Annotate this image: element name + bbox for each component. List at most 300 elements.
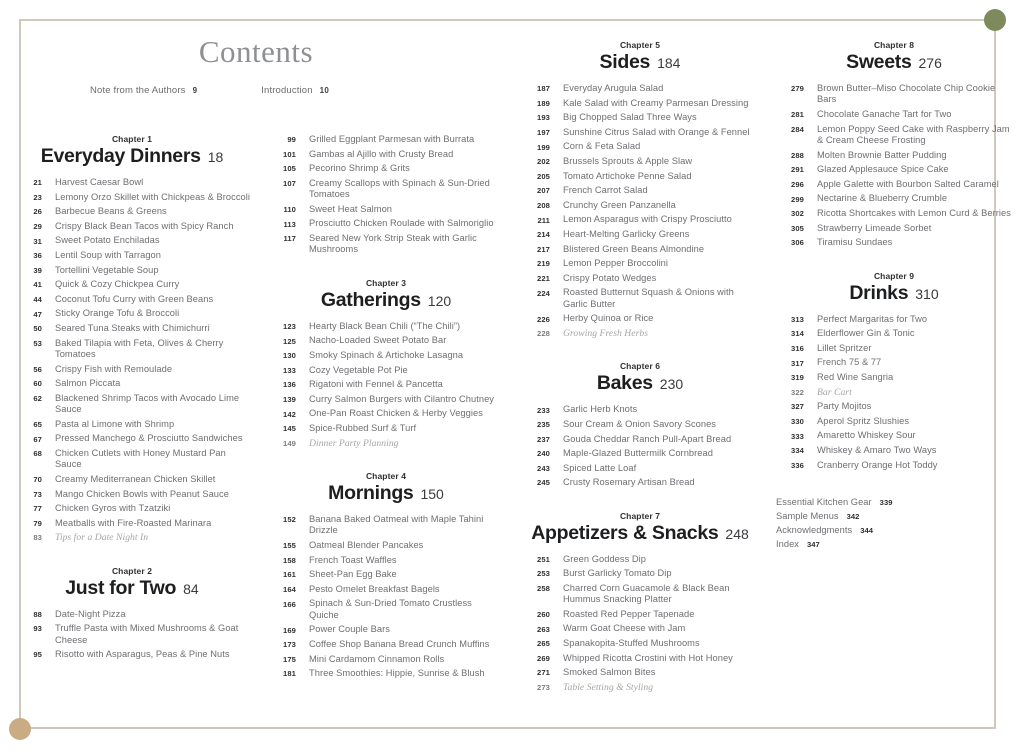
recipe-entry[interactable] [776, 179, 1012, 190]
recipe-entry[interactable] [522, 214, 758, 225]
recipe-entry[interactable] [776, 314, 1012, 325]
entry-page-number: 79 [33, 518, 42, 528]
entry-title: Brown Butter–Miso Chocolate Chip Cookie Bars [817, 83, 996, 105]
entry-title: Coconut Tofu Curry with Green Beans [55, 293, 214, 304]
recipe-entry[interactable] [522, 448, 758, 459]
entry-page-number: 271 [537, 668, 550, 678]
entry-page-number: 193 [537, 113, 550, 123]
entry-title: Apple Galette with Bourbon Salted Caramel [817, 178, 999, 189]
chapter-page-number: 84 [183, 580, 199, 597]
entry-title: Chocolate Ganache Tart for Two [817, 109, 952, 119]
entry-title: Spanakopita-Stuffed Mushrooms [563, 638, 700, 649]
entry-title: Mango Chicken Bowls with Peanut Sauce [55, 488, 229, 499]
entry-page-number: 164 [283, 584, 296, 594]
recipe-entry[interactable] [268, 134, 504, 145]
front-matter-label: Introduction [261, 85, 313, 96]
recipe-entry[interactable] [14, 279, 250, 290]
feature-entry[interactable] [14, 532, 250, 543]
entry-page-number: 205 [537, 171, 550, 181]
recipe-entry[interactable] [776, 83, 1012, 106]
entry-page-number: 152 [283, 515, 296, 525]
entry-page-number: 251 [537, 554, 550, 564]
entry-page-number: 265 [537, 639, 550, 649]
chapter-heading[interactable] [268, 278, 504, 312]
entry-page-number: 219 [537, 259, 550, 269]
entry-page-number: 142 [283, 409, 296, 419]
feature-entry[interactable] [522, 328, 758, 339]
entry-title: Coffee Shop Banana Bread Crunch Muffins [309, 638, 490, 649]
recipe-entry[interactable] [14, 503, 250, 514]
entry-title: Dinner Party Planning [309, 437, 399, 449]
entry-page-number: 149 [283, 438, 296, 448]
entry-page-number: 316 [791, 343, 804, 353]
entry-title: Curry Salmon Burgers with Cilantro Chutney [309, 393, 495, 404]
entry-title: Elderflower Gin & Tonic [817, 328, 915, 339]
recipe-entry[interactable] [776, 150, 1012, 161]
entry-page-number: 336 [791, 460, 804, 470]
entry-page-number: 139 [283, 394, 296, 404]
entry-page-number: 21 [33, 178, 42, 188]
entry-title: Roasted Red Pepper Tapenade [563, 608, 695, 619]
back-matter-item[interactable] [776, 511, 1012, 521]
chapter-number-label: Chapter 4 [365, 470, 407, 481]
entry-title: Harvest Caesar Bowl [55, 177, 144, 187]
recipe-entry[interactable] [522, 83, 758, 94]
entry-title: Whiskey & Amaro Two Ways [817, 444, 937, 455]
entry-page-number: 53 [33, 338, 42, 348]
entry-page-number: 47 [33, 309, 42, 319]
entry-page-number: 65 [33, 419, 42, 429]
entry-title: Ricotta Shortcakes with Lemon Curd & Berries [817, 207, 1011, 218]
chapter-title-line [522, 372, 758, 395]
entry-page-number: 319 [791, 373, 804, 383]
recipe-entry[interactable] [14, 235, 250, 246]
entry-title: Prosciutto Chicken Roulade with Salmoriglio [309, 218, 494, 229]
chapter-block [268, 134, 504, 256]
entry-title: Garlic Herb Knots [563, 404, 638, 415]
recipe-entry[interactable] [522, 419, 758, 430]
entry-title: Kale Salad with Creamy Parmesan Dressing [563, 97, 749, 108]
entry-title: Red Wine Sangria [817, 371, 894, 382]
recipe-entry[interactable] [268, 639, 504, 650]
chapter-heading[interactable] [268, 471, 504, 505]
entry-page-number: 107 [283, 178, 296, 188]
recipe-entry[interactable] [268, 598, 504, 621]
chapter-page-number: 276 [918, 55, 942, 71]
recipe-entry[interactable] [776, 372, 1012, 383]
chapter-block [14, 134, 250, 544]
recipe-entry[interactable] [268, 584, 504, 595]
entry-title: Growing Fresh Herbs [563, 327, 648, 339]
entry-page-number: 291 [791, 165, 804, 175]
recipe-entry[interactable] [522, 583, 758, 606]
feature-entry[interactable] [268, 438, 504, 449]
entry-title: Lemony Orzo Skillet with Chickpeas & Broccoli [55, 191, 250, 202]
entry-title: Smoky Spinach & Artichoke Lasagna [309, 349, 464, 360]
recipe-entry[interactable] [268, 423, 504, 434]
entry-page-number: 187 [537, 84, 550, 94]
entry-title: Smoked Salmon Bites [563, 667, 656, 678]
recipe-entry[interactable] [268, 163, 504, 174]
recipe-entry[interactable] [522, 609, 758, 620]
entry-page-number: 110 [283, 204, 296, 214]
recipe-entry[interactable] [776, 343, 1012, 354]
recipe-entry[interactable] [522, 98, 758, 109]
entry-page-number: 288 [791, 150, 804, 160]
recipe-entry[interactable] [522, 127, 758, 138]
entry-title: Lillet Spritzer [817, 342, 872, 353]
recipe-entry[interactable] [522, 554, 758, 565]
chapter-page-number: 184 [657, 55, 681, 71]
recipe-entry[interactable] [522, 667, 758, 678]
recipe-entry[interactable] [14, 364, 250, 375]
recipe-entry[interactable] [522, 623, 758, 634]
entry-title: Corn & Feta Salad [563, 141, 641, 152]
entry-title: French Carrot Salad [563, 185, 648, 196]
entry-page-number: 166 [283, 599, 296, 609]
back-matter-label: Index [776, 538, 799, 549]
entry-title: Banana Baked Oatmeal with Maple Tahini Drizzle [309, 513, 484, 536]
chapter-heading[interactable] [522, 511, 758, 545]
recipe-entry[interactable] [14, 265, 250, 276]
recipe-entry[interactable] [14, 474, 250, 485]
recipe-entry[interactable] [522, 287, 758, 310]
entry-page-number: 145 [283, 424, 296, 434]
entry-page-number: 99 [287, 135, 296, 145]
chapter-title-line [268, 289, 504, 312]
entry-title: Pesto Omelet Breakfast Bagels [309, 583, 440, 594]
entry-title: Crispy Fish with Remoulade [55, 363, 173, 374]
chapter-heading[interactable] [776, 40, 1012, 74]
entry-page-number: 235 [537, 420, 550, 430]
entry-page-number: 296 [791, 179, 804, 189]
entry-title: Creamy Scallops with Spinach & Sun-Dried Tomatoes [309, 177, 490, 200]
chapter-block [522, 511, 758, 694]
recipe-entry[interactable] [268, 379, 504, 390]
chapter-number-label: Chapter 6 [619, 361, 661, 372]
chapter-heading[interactable] [522, 361, 758, 395]
recipe-entry[interactable] [14, 433, 250, 444]
recipe-entry[interactable] [776, 124, 1012, 147]
recipe-entry[interactable] [14, 649, 250, 660]
recipe-entry[interactable] [522, 404, 758, 415]
recipe-entry[interactable] [776, 164, 1012, 175]
recipe-entry[interactable] [268, 569, 504, 580]
recipe-entry[interactable] [14, 518, 250, 529]
entry-title: Tomato Artichoke Penne Salad [563, 170, 692, 181]
chapter-page-number: 150 [420, 485, 444, 502]
recipe-entry[interactable] [776, 401, 1012, 412]
recipe-entry[interactable] [522, 229, 758, 240]
recipe-entry[interactable] [268, 335, 504, 346]
entry-title: Herby Quinoa or Rice [563, 313, 654, 324]
recipe-entry[interactable] [522, 638, 758, 649]
recipe-entry[interactable] [522, 477, 758, 488]
recipe-entry[interactable] [268, 321, 504, 332]
entry-title: Blackened Shrimp Tacos with Avocado Lime Sauce [55, 392, 240, 415]
chapter-page-number: 120 [427, 292, 452, 309]
entry-title: Seared Tuna Steaks with Chimichurri [55, 322, 210, 333]
recipe-entry[interactable] [776, 223, 1012, 234]
recipe-entry[interactable] [522, 313, 758, 324]
chapter-block [14, 566, 250, 661]
chapter-title: Everyday Dinners [40, 145, 201, 167]
entry-page-number: 23 [33, 192, 42, 202]
recipe-entry[interactable] [14, 308, 250, 319]
chapter-heading[interactable] [776, 271, 1012, 305]
back-matter-item[interactable] [776, 525, 1012, 535]
recipe-entry[interactable] [776, 416, 1012, 427]
entry-title: Nacho-Loaded Sweet Potato Bar [309, 335, 447, 346]
back-matter-item[interactable] [776, 497, 1012, 507]
entry-page-number: 130 [283, 351, 296, 361]
recipe-entry[interactable] [522, 156, 758, 167]
entry-title: Pecorino Shrimp & Grits [309, 163, 410, 174]
entry-title: Warm Goat Cheese with Jam [563, 623, 686, 634]
recipe-entry[interactable] [268, 624, 504, 635]
recipe-entry[interactable] [522, 185, 758, 196]
entry-title: Whipped Ricotta Crostini with Hot Honey [563, 652, 733, 663]
recipe-entry[interactable] [14, 338, 250, 361]
entry-page-number: 175 [283, 654, 296, 664]
recipe-entry[interactable] [268, 408, 504, 419]
entry-title: Strawberry Limeade Sorbet [817, 222, 932, 233]
entry-page-number: 305 [791, 223, 804, 233]
entry-page-number: 50 [33, 324, 42, 334]
entry-page-number: 199 [537, 142, 550, 152]
entry-page-number: 68 [33, 449, 42, 459]
recipe-entry[interactable] [522, 434, 758, 445]
entry-title: Hearty Black Bean Chili (“The Chili”) [309, 320, 461, 331]
recipe-entry[interactable] [522, 112, 758, 123]
recipe-entry[interactable] [268, 350, 504, 361]
entry-title: Sheet-Pan Egg Bake [309, 569, 397, 580]
entry-page-number: 317 [791, 358, 804, 368]
entry-page-number: 29 [33, 221, 42, 231]
entry-title: Meatballs with Fire-Roasted Marinara [55, 517, 212, 528]
entry-title: Lemon Pepper Broccolini [563, 258, 669, 269]
recipe-entry[interactable] [522, 653, 758, 664]
entry-page-number: 77 [33, 504, 42, 514]
entry-page-number: 31 [33, 236, 42, 246]
entry-page-number: 228 [537, 329, 550, 339]
recipe-entry[interactable] [522, 141, 758, 152]
back-matter-label: Acknowledgments [776, 524, 853, 535]
recipe-entry[interactable] [776, 445, 1012, 456]
recipe-entry[interactable] [14, 206, 250, 217]
recipe-entry[interactable] [268, 149, 504, 160]
chapter-title: Mornings [328, 481, 414, 504]
entry-page-number: 155 [283, 541, 296, 551]
entry-title: Crispy Potato Wedges [563, 272, 657, 283]
entry-page-number: 67 [33, 434, 42, 444]
back-matter-page-number: 347 [807, 539, 820, 549]
recipe-entry[interactable] [14, 623, 250, 646]
entry-page-number: 113 [283, 219, 296, 229]
recipe-entry[interactable] [268, 654, 504, 665]
recipe-entry[interactable] [14, 393, 250, 416]
entry-page-number: 125 [283, 336, 296, 346]
entry-title: Rigatoni with Fennel & Pancetta [309, 379, 443, 390]
back-matter-page-number: 342 [846, 511, 860, 521]
entry-title: Lentil Soup with Tarragon [55, 249, 161, 260]
entry-page-number: 233 [537, 405, 550, 415]
recipe-entry[interactable] [522, 258, 758, 269]
entry-page-number: 133 [283, 365, 296, 375]
entry-title: Chicken Cutlets with Honey Mustard Pan Sauce [55, 447, 226, 470]
recipe-entry[interactable] [776, 460, 1012, 471]
chapter-block [268, 278, 504, 449]
entry-title: Cozy Vegetable Pot Pie [309, 364, 408, 375]
chapter-title-line [522, 51, 758, 74]
chapter-title-line [14, 577, 250, 600]
chapter-heading[interactable] [14, 566, 250, 600]
recipe-entry[interactable] [522, 200, 758, 211]
entry-page-number: 70 [33, 475, 42, 485]
entry-page-number: 39 [33, 265, 42, 275]
entry-page-number: 117 [283, 234, 296, 244]
entry-title: Date-Night Pizza [55, 608, 126, 619]
entry-page-number: 306 [791, 238, 804, 248]
entry-page-number: 60 [33, 379, 42, 389]
recipe-entry[interactable] [268, 668, 504, 679]
entry-page-number: 302 [791, 209, 804, 219]
entry-page-number: 217 [537, 244, 550, 254]
recipe-entry[interactable] [522, 463, 758, 474]
recipe-entry[interactable] [268, 365, 504, 376]
recipe-entry[interactable] [14, 448, 250, 471]
entry-title: Crunchy Green Panzanella [563, 199, 676, 210]
recipe-entry[interactable] [14, 250, 250, 261]
entry-page-number: 260 [537, 610, 550, 620]
entry-title: French Toast Waffles [309, 554, 397, 565]
entry-title: Aperol Spritz Slushies [817, 415, 910, 426]
entry-title: Blistered Green Beans Almondine [563, 243, 705, 254]
entry-title: Burst Garlicky Tomato Dip [563, 568, 672, 579]
back-matter-item[interactable] [776, 539, 1012, 549]
recipe-entry[interactable] [522, 171, 758, 182]
entry-page-number: 221 [537, 273, 550, 283]
recipe-entry[interactable] [522, 244, 758, 255]
entry-page-number: 269 [537, 653, 550, 663]
entry-page-number: 73 [33, 489, 42, 499]
recipe-entry[interactable] [14, 221, 250, 232]
entry-title: Chicken Gyros with Tzatziki [55, 503, 171, 514]
feature-entry[interactable] [522, 682, 758, 693]
entry-title: Barbecue Beans & Greens [55, 206, 167, 217]
recipe-entry[interactable] [268, 394, 504, 405]
recipe-entry[interactable] [14, 294, 250, 305]
recipe-entry[interactable] [14, 177, 250, 188]
recipe-entry[interactable] [14, 419, 250, 430]
recipe-entry[interactable] [14, 323, 250, 334]
chapter-title: Appetizers & Snacks [531, 521, 719, 544]
entry-page-number: 88 [33, 609, 42, 619]
entry-title: Molten Brownie Batter Pudding [817, 149, 947, 160]
entry-title: One-Pan Roast Chicken & Herby Veggies [309, 408, 483, 419]
entry-page-number: 95 [33, 650, 42, 660]
entry-title: Lemon Asparagus with Crispy Prosciutto [563, 214, 732, 225]
entry-page-number: 173 [283, 640, 296, 650]
entry-page-number: 208 [537, 200, 550, 210]
entry-title: Pasta al Limone with Shrimp [55, 418, 175, 429]
chapter-title: Just for Two [65, 576, 177, 599]
entry-title: Sweet Potato Enchiladas [55, 235, 160, 246]
entry-page-number: 314 [791, 329, 804, 339]
recipe-entry[interactable] [268, 178, 504, 201]
entry-page-number: 224 [537, 288, 550, 298]
recipe-entry[interactable] [776, 193, 1012, 204]
recipe-entry[interactable] [522, 273, 758, 284]
recipe-entry[interactable] [268, 540, 504, 551]
recipe-entry[interactable] [776, 430, 1012, 441]
entry-page-number: 56 [33, 364, 42, 374]
contents-column-3 [522, 0, 758, 696]
entry-page-number: 44 [33, 294, 42, 304]
recipe-entry[interactable] [776, 208, 1012, 219]
recipe-entry[interactable] [268, 204, 504, 215]
entry-page-number: 197 [537, 127, 550, 137]
chapter-title: Bakes [596, 372, 653, 395]
recipe-entry[interactable] [776, 328, 1012, 339]
chapter-heading[interactable] [14, 134, 250, 168]
entry-page-number: 273 [537, 683, 550, 693]
recipe-entry[interactable] [776, 357, 1012, 368]
recipe-entry[interactable] [14, 609, 250, 620]
entry-page-number: 26 [33, 207, 42, 217]
chapter-block [776, 271, 1012, 471]
entry-page-number: 202 [537, 157, 550, 167]
entry-page-number: 327 [791, 402, 804, 412]
front-matter-page-number: 9 [192, 86, 198, 95]
chapter-title-line [14, 145, 250, 168]
entry-title: Truffle Pasta with Mixed Mushrooms & Goat Cheese [55, 623, 239, 645]
recipe-entry[interactable] [14, 378, 250, 389]
chapter-heading[interactable] [522, 40, 758, 74]
entry-title: Creamy Mediterranean Chicken Skillet [55, 473, 216, 484]
entry-title: Salmon Piccata [55, 378, 121, 389]
recipe-entry[interactable] [268, 218, 504, 229]
recipe-entry[interactable] [522, 568, 758, 579]
chapter-page-number: 230 [659, 376, 684, 393]
contents-column-1 [14, 0, 250, 664]
feature-entry[interactable] [776, 387, 1012, 398]
recipe-entry[interactable] [268, 514, 504, 537]
entry-page-number: 243 [537, 463, 550, 473]
recipe-entry[interactable] [776, 109, 1012, 120]
entry-page-number: 136 [283, 380, 296, 390]
recipe-entry[interactable] [268, 233, 504, 256]
recipe-entry[interactable] [14, 489, 250, 500]
entry-page-number: 214 [537, 230, 550, 240]
chapter-block [522, 361, 758, 488]
entry-title: Spice-Rubbed Surf & Turf [309, 422, 417, 433]
recipe-entry[interactable] [268, 555, 504, 566]
recipe-entry[interactable] [776, 237, 1012, 248]
entry-page-number: 281 [791, 110, 804, 120]
entry-title: Brussels Sprouts & Apple Slaw [563, 155, 693, 166]
contents-column-2 [268, 0, 504, 683]
entry-title: Risotto with Asparagus, Peas & Pine Nuts [55, 649, 230, 660]
entry-title: Cranberry Orange Hot Toddy [817, 459, 938, 470]
chapter-block [776, 40, 1012, 249]
entry-page-number: 258 [537, 584, 550, 594]
entry-page-number: 226 [537, 314, 550, 324]
entry-title: Amaretto Whiskey Sour [817, 430, 916, 441]
entry-title: French 75 & 77 [817, 357, 882, 368]
entry-page-number: 105 [283, 164, 296, 174]
recipe-entry[interactable] [14, 192, 250, 203]
